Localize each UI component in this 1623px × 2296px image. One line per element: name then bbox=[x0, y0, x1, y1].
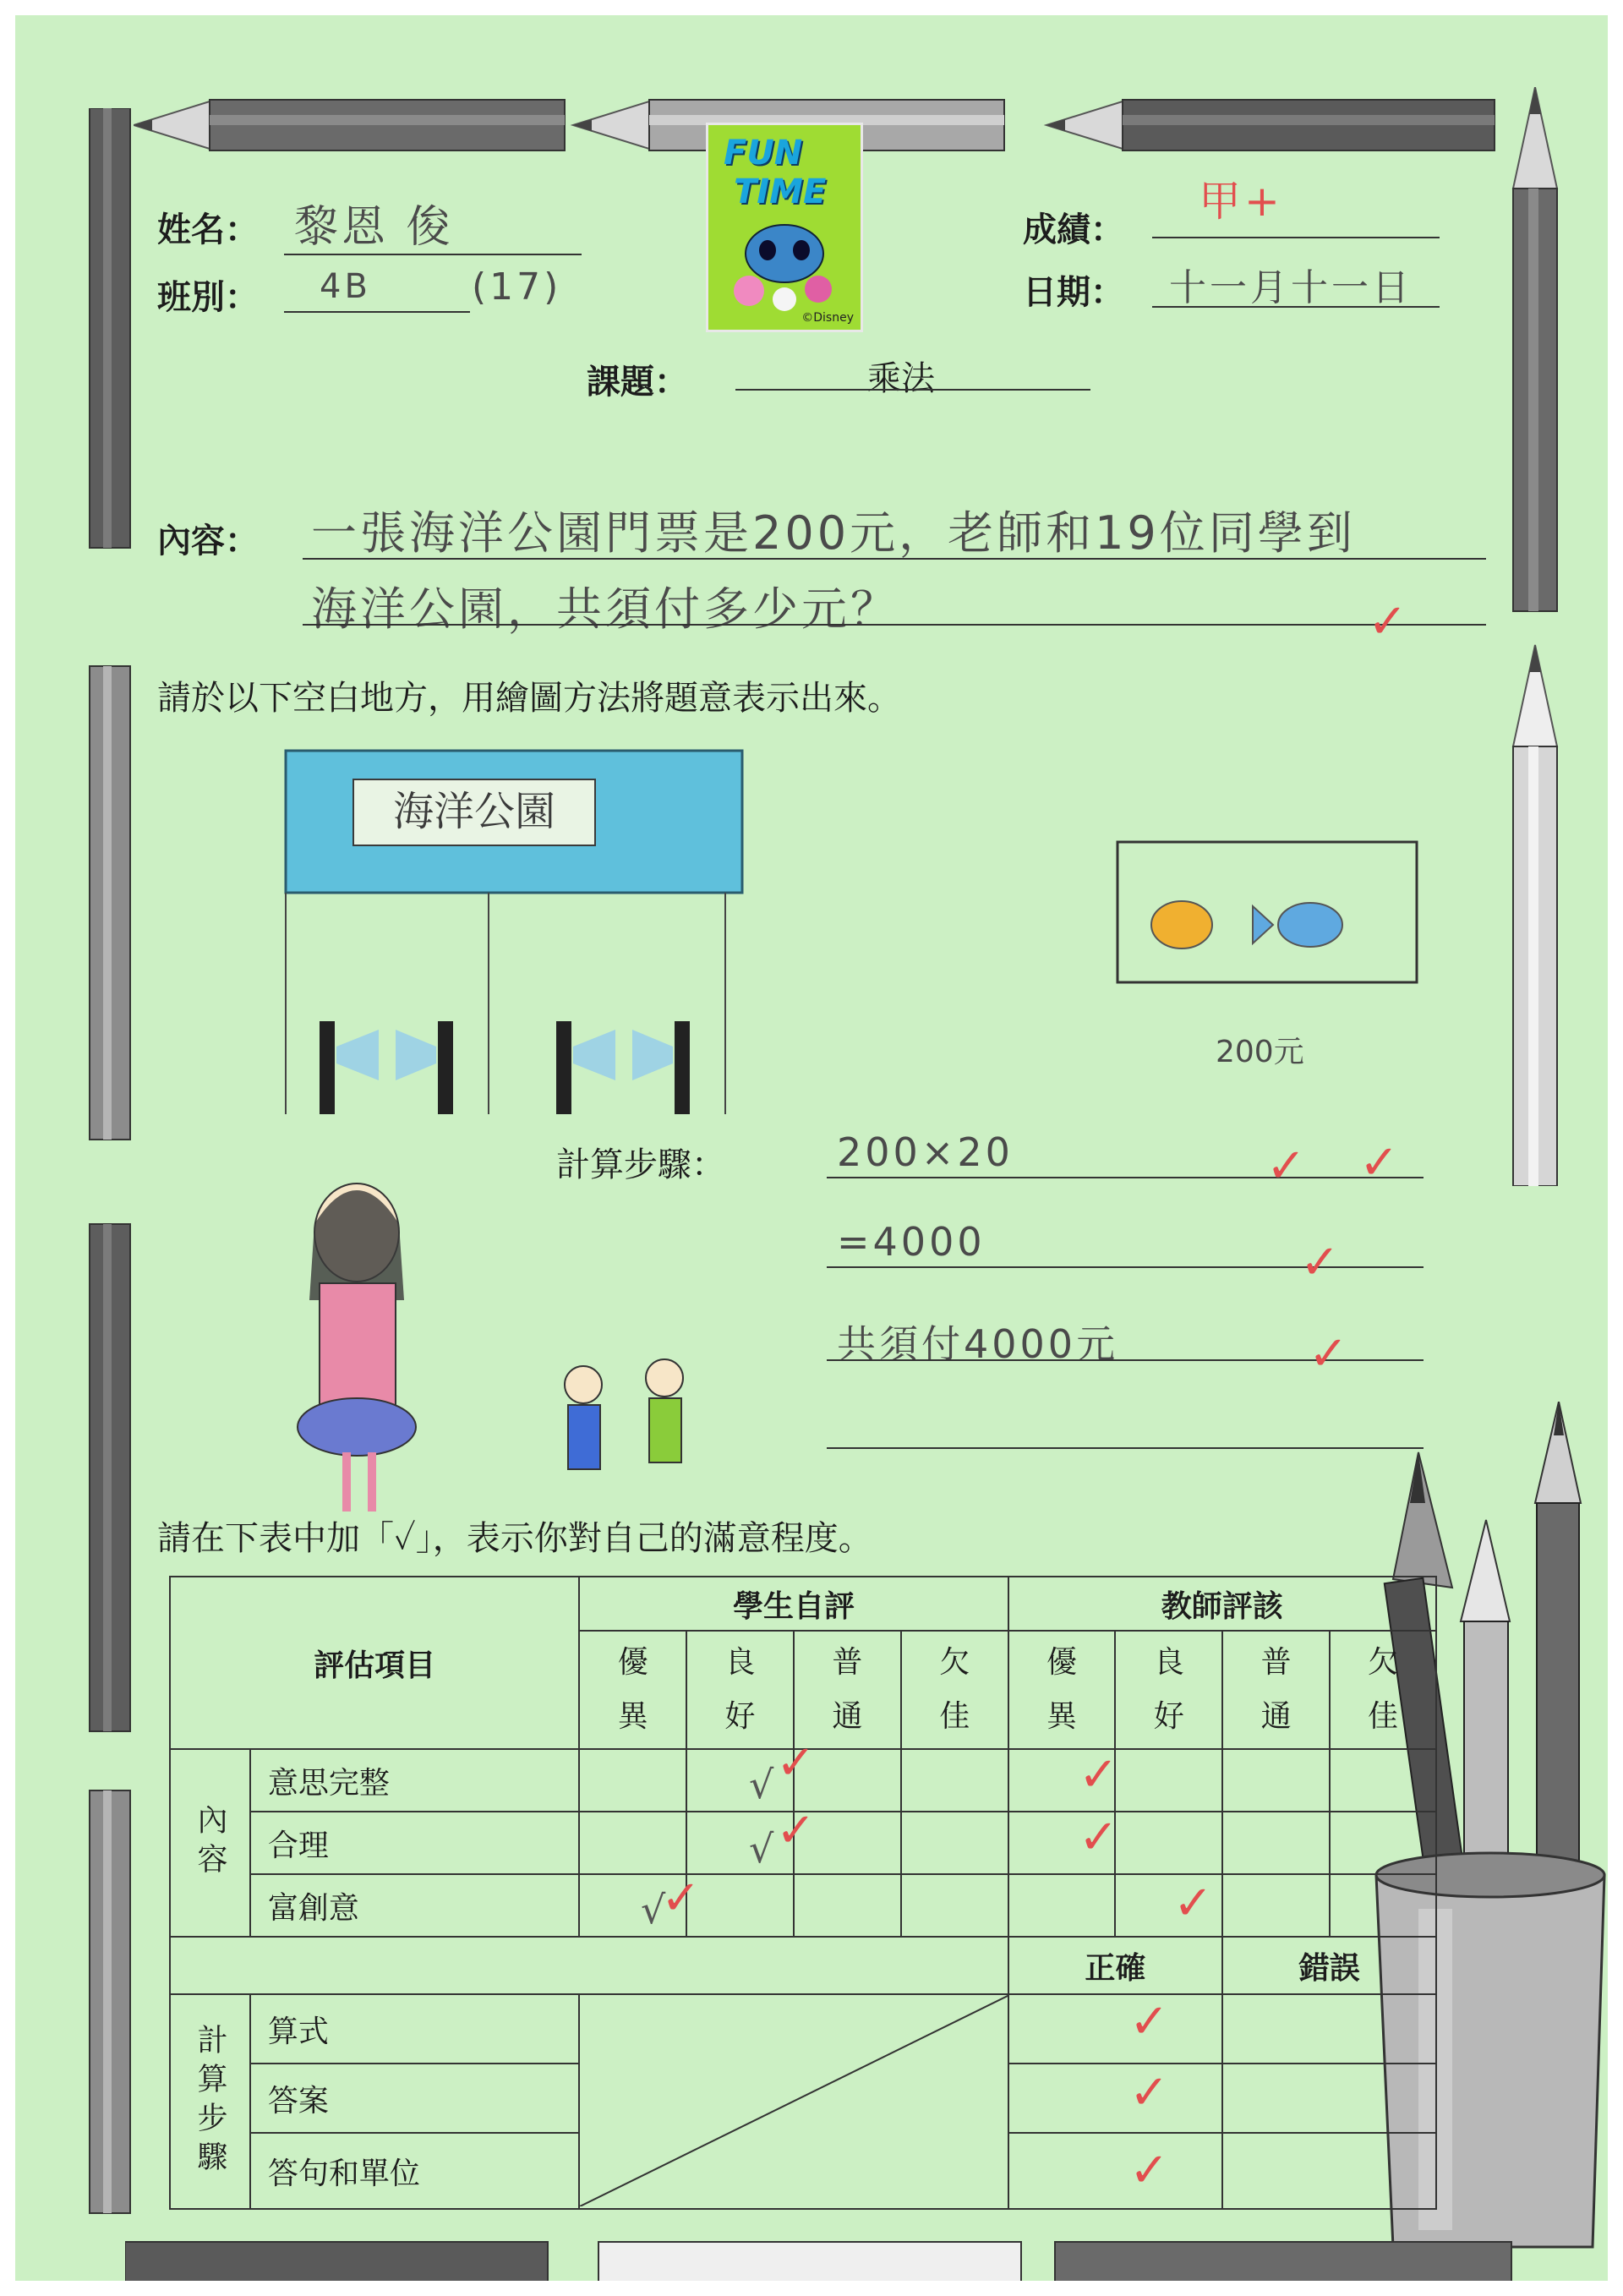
content-red-tick: ✓ bbox=[1368, 594, 1407, 649]
fish-icon bbox=[1278, 903, 1342, 947]
evaluation-table bbox=[169, 1576, 1437, 2210]
content-label: 內容： bbox=[157, 521, 259, 560]
fun-time-sticker bbox=[706, 123, 863, 332]
gate-sign-text: 海洋公園 bbox=[392, 788, 556, 835]
date-label: 日期： bbox=[1023, 272, 1124, 312]
content-line-2: 海洋公園，共須付多少元？ bbox=[311, 582, 899, 636]
student-figures-drawing bbox=[565, 1359, 683, 1469]
calc-step-3: 共須付4000元 bbox=[837, 1321, 1119, 1367]
calc-underline-1 bbox=[827, 1177, 1424, 1178]
pencil-icon bbox=[125, 2242, 548, 2281]
self-tick-reasonable: √ bbox=[749, 1826, 774, 1872]
teacher-tick-creative: ✓ bbox=[1173, 1876, 1213, 1931]
sticker-time-text: TIME bbox=[734, 172, 827, 211]
criterion-answer: 答案 bbox=[250, 2064, 579, 2133]
content-category: 內容 bbox=[170, 1749, 250, 1937]
calc-red-tick-2: ✓ bbox=[1300, 1235, 1340, 1290]
topic-label: 課題： bbox=[587, 362, 688, 402]
calc-red-tick-1: ✓ bbox=[1266, 1139, 1306, 1194]
teacher-tick-answer: ✓ bbox=[1129, 2065, 1169, 2120]
pencil-border-right bbox=[1501, 87, 1569, 1186]
correct-header: 正確 bbox=[1008, 1937, 1223, 1994]
eval-item-header: 評估項目 bbox=[170, 1577, 579, 1749]
teacher-tick-sentence: ✓ bbox=[1129, 2143, 1169, 2198]
ticket-drawing bbox=[1118, 842, 1417, 1069]
pencil-icon bbox=[90, 666, 130, 1140]
level-excellent: 優 異 bbox=[1008, 1631, 1116, 1749]
name-value: 黎恩 俊 bbox=[294, 202, 454, 253]
content-underline-2 bbox=[303, 624, 1486, 626]
level-good: 良 好 bbox=[686, 1631, 794, 1749]
teacher-eval-header: 教師評該 bbox=[1008, 1577, 1436, 1631]
pencil-icon bbox=[1046, 100, 1495, 150]
rating-instruction: 請在下表中加「✓」，表示你對自己的滿意程度。 bbox=[157, 1519, 872, 1558]
level-poor: 欠 佳 bbox=[1330, 1631, 1436, 1749]
red-tick-self-reasonable: ✓ bbox=[776, 1803, 816, 1858]
criterion-complete: 意思完整 bbox=[250, 1749, 579, 1812]
teacher-tick-formula: ✓ bbox=[1129, 1994, 1169, 2049]
level-excellent: 優 異 bbox=[579, 1631, 686, 1749]
crab-icon bbox=[1151, 901, 1212, 948]
self-tick-creative: √ bbox=[641, 1887, 666, 1932]
level-good: 良 好 bbox=[1115, 1631, 1222, 1749]
pencil-icon bbox=[90, 1790, 130, 2213]
pencil-icon bbox=[598, 2242, 1021, 2281]
ocean-park-gate-drawing bbox=[286, 751, 742, 1114]
criterion-formula: 算式 bbox=[250, 1994, 579, 2064]
class-number: (17) bbox=[472, 265, 562, 309]
teacher-figure-drawing bbox=[298, 1184, 416, 1512]
content-underline-1 bbox=[303, 558, 1486, 560]
topic-underline bbox=[735, 389, 1090, 391]
red-tick-self-creative: ✓ bbox=[661, 1871, 701, 1926]
name-underline bbox=[284, 254, 582, 255]
calc-step-1: 200×20 bbox=[837, 1129, 1014, 1175]
calc-red-tick-3: ✓ bbox=[1309, 1326, 1348, 1381]
draw-instruction: 請於以下空白地方，用繪圖方法將題意表示出來。 bbox=[157, 679, 901, 718]
calc-steps-label: 計算步驟： bbox=[556, 1145, 725, 1184]
teacher-tick-complete: ✓ bbox=[1079, 1747, 1118, 1802]
topic-value: 乘法 bbox=[867, 359, 935, 398]
grade-value: 甲+ bbox=[1199, 177, 1283, 226]
pencil-icon bbox=[90, 1224, 130, 1731]
ticket-price-text: 200元 bbox=[1216, 1035, 1304, 1069]
grade-label: 成績： bbox=[1023, 210, 1124, 249]
wrong-header: 錯誤 bbox=[1222, 1937, 1436, 1994]
teacher-tick-reasonable: ✓ bbox=[1079, 1810, 1118, 1865]
pencil-icon bbox=[134, 100, 565, 150]
sticker-copyright: ©Disney bbox=[801, 311, 854, 325]
class-label: 班別： bbox=[157, 277, 259, 317]
pencil-icon bbox=[1513, 87, 1557, 611]
sticker-fun-text: FUN bbox=[724, 134, 803, 172]
self-eval-header: 學生自評 bbox=[579, 1577, 1008, 1631]
grade-underline bbox=[1152, 237, 1440, 238]
class-value: 4B bbox=[320, 267, 371, 306]
level-average: 普 通 bbox=[1222, 1631, 1330, 1749]
pencil-border-left bbox=[81, 108, 140, 2222]
criterion-creative: 富創意 bbox=[250, 1874, 579, 1937]
criterion-reasonable: 合理 bbox=[250, 1812, 579, 1874]
pencil-border-bottom bbox=[125, 2239, 1520, 2281]
stitch-character-icon bbox=[725, 213, 844, 314]
pencil-icon bbox=[1513, 645, 1557, 1186]
pencil-icon bbox=[90, 108, 130, 548]
criterion-sentence-unit: 答句和單位 bbox=[250, 2133, 579, 2209]
red-tick-self-complete: ✓ bbox=[776, 1736, 816, 1790]
level-poor: 欠 佳 bbox=[901, 1631, 1008, 1749]
level-average: 普 通 bbox=[794, 1631, 901, 1749]
date-underline bbox=[1152, 306, 1440, 308]
calc-underline-4 bbox=[827, 1447, 1424, 1449]
calc-step-2: =4000 bbox=[837, 1219, 986, 1265]
pencil-icon bbox=[1055, 2242, 1511, 2281]
worksheet-page bbox=[15, 15, 1608, 2281]
name-label: 姓名： bbox=[157, 210, 259, 249]
self-tick-complete: √ bbox=[749, 1762, 774, 1807]
class-underline bbox=[284, 311, 470, 313]
diagonal-slash bbox=[580, 1995, 1009, 2206]
calc-red-tick-4: ✓ bbox=[1359, 1135, 1399, 1190]
content-line-1: 一張海洋公園門票是200元，老師和19位同學到 bbox=[311, 506, 1356, 560]
calc-category: 計算步驟 bbox=[170, 1994, 250, 2209]
date-value: 十一月十一日 bbox=[1169, 266, 1413, 309]
